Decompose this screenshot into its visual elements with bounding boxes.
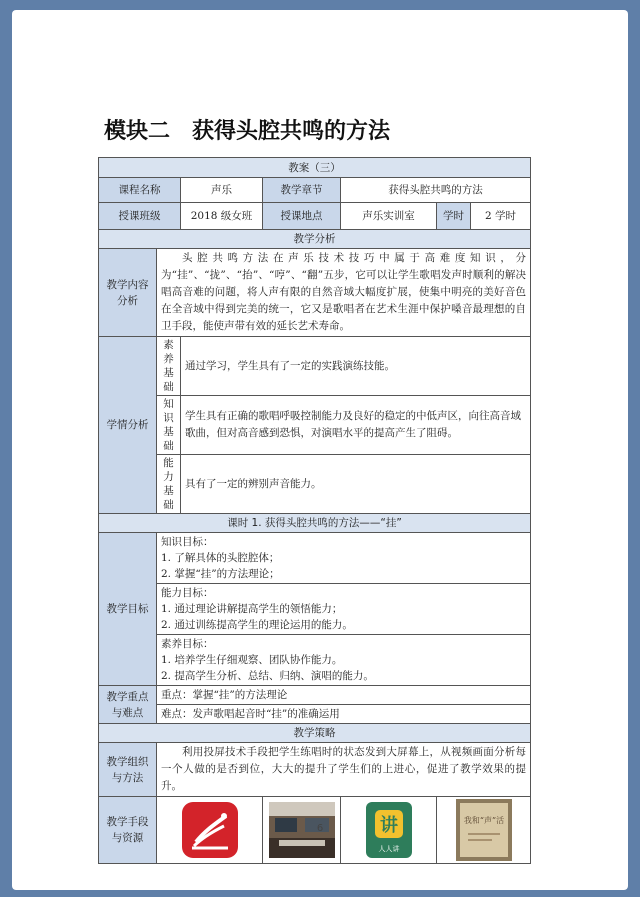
literacy-goals xyxy=(157,635,531,686)
module-title: 获得头腔共鸣的方法 xyxy=(192,119,391,144)
literacy-basis-text: 通过学习，学生具有了一定的实践演练技能。 xyxy=(181,337,531,396)
lesson-plan-table xyxy=(98,157,531,864)
content-text: 头腔共鸣方法在声乐技术技巧中属于高难度知识，分为“挂”、“拢”、“抬”、“哼”、“翻”五步，它可以让学生歌唱发声时顺利的解决唱高音难的问题，将人声有限的自然音域大幅度扩展，使集中明亮的美好音色在全音域中得到完美的统一，它又是歌唱者在艺术生涯中保护嗓音最理想的自卫手段，能使声带有效的延长艺术寿命。 xyxy=(157,249,531,337)
knowledge-goals xyxy=(157,533,531,584)
ability-basis-text: 具有了一定的辨别声音能力。 xyxy=(181,455,531,514)
key-points-label: 教学重点与难点 xyxy=(99,686,157,724)
knowledge-basis-text: 学生具有正确的歌唱呼吸控制能力及良好的稳定的中低声区，向往高音域歌曲，但对高音感到恐惧，对演唱水平的提高产生了阻碍。 xyxy=(181,396,531,455)
ability-goal-title: 能力目标： xyxy=(161,587,214,599)
knowledge-goal-item: 2. 掌握“挂”的方法理论； xyxy=(161,568,280,580)
difficulty-point: 难点：发声歌唱起音时“挂”的准确运用 xyxy=(157,705,531,724)
hours-value: 2 学时 xyxy=(471,203,531,230)
knowledge-goal-item: 1. 了解具体的头腔腔体； xyxy=(161,552,280,564)
ability-basis-label: 能力基础 xyxy=(157,455,181,514)
page-number: 6 xyxy=(316,823,324,834)
resources-label: 教学手段与资源 xyxy=(99,797,157,864)
literacy-goal-item: 1. 培养学生仔细观察、团队协作能力。 xyxy=(161,654,343,666)
document-page xyxy=(12,10,628,890)
strategy-header: 教学策略 xyxy=(99,724,531,743)
book-title-text: 我和“声”活 xyxy=(463,816,504,825)
app-glyph-text: 讲 xyxy=(379,815,398,836)
ability-goals xyxy=(157,584,531,635)
course-name-label: 课程名称 xyxy=(99,178,181,203)
literacy-goal-title: 素养目标： xyxy=(161,638,214,650)
teaching-goals-label: 教学目标 xyxy=(99,533,157,686)
course-name: 声乐 xyxy=(181,178,263,203)
literacy-goal-item: 2. 提高学生分析、总结、归纳、演唱的能力。 xyxy=(161,670,374,682)
lesson-header: 课时 1. 获得头腔共鸣的方法——“挂” xyxy=(99,514,531,533)
content-label: 教学内容分析 xyxy=(99,249,157,337)
ability-goal-item: 2. 通过训练提高学生的理论运用的能力。 xyxy=(161,619,353,631)
module-number: 模块二 xyxy=(104,119,171,144)
key-point: 重点：掌握“挂”的方法理论 xyxy=(157,686,531,705)
method-text: 利用投屏技术手段把学生练唱时的状态发到大屏幕上，从视频画面分析每一个人做的是否到位，大大的提升了学生们的上进心，促进了教学效果的提升。 xyxy=(157,743,531,797)
class-label: 授课班级 xyxy=(99,203,181,230)
module-heading xyxy=(104,114,412,145)
student-analysis-label: 学情分析 xyxy=(99,337,157,514)
knowledge-goal-title: 知识目标： xyxy=(161,536,214,548)
analysis-header: 教学分析 xyxy=(99,230,531,249)
hours-label: 学时 xyxy=(437,203,471,230)
class-value: 2018 级女班 xyxy=(181,203,263,230)
chapter-label: 教学章节 xyxy=(263,178,341,203)
ability-goal-item: 1. 通过理论讲解提高学生的领悟能力； xyxy=(161,603,343,615)
knowledge-basis-label: 知识基础 xyxy=(157,396,181,455)
literacy-basis-label: 素养基础 xyxy=(157,337,181,396)
app-caption-text: 人人讲 xyxy=(378,845,399,853)
chapter-value: 获得头腔共鸣的方法 xyxy=(341,178,531,203)
plan-title: 教案（三） xyxy=(99,158,531,178)
location-label: 授课地点 xyxy=(263,203,341,230)
location-value: 声乐实训室 xyxy=(341,203,437,230)
method-label: 教学组织与方法 xyxy=(99,743,157,797)
